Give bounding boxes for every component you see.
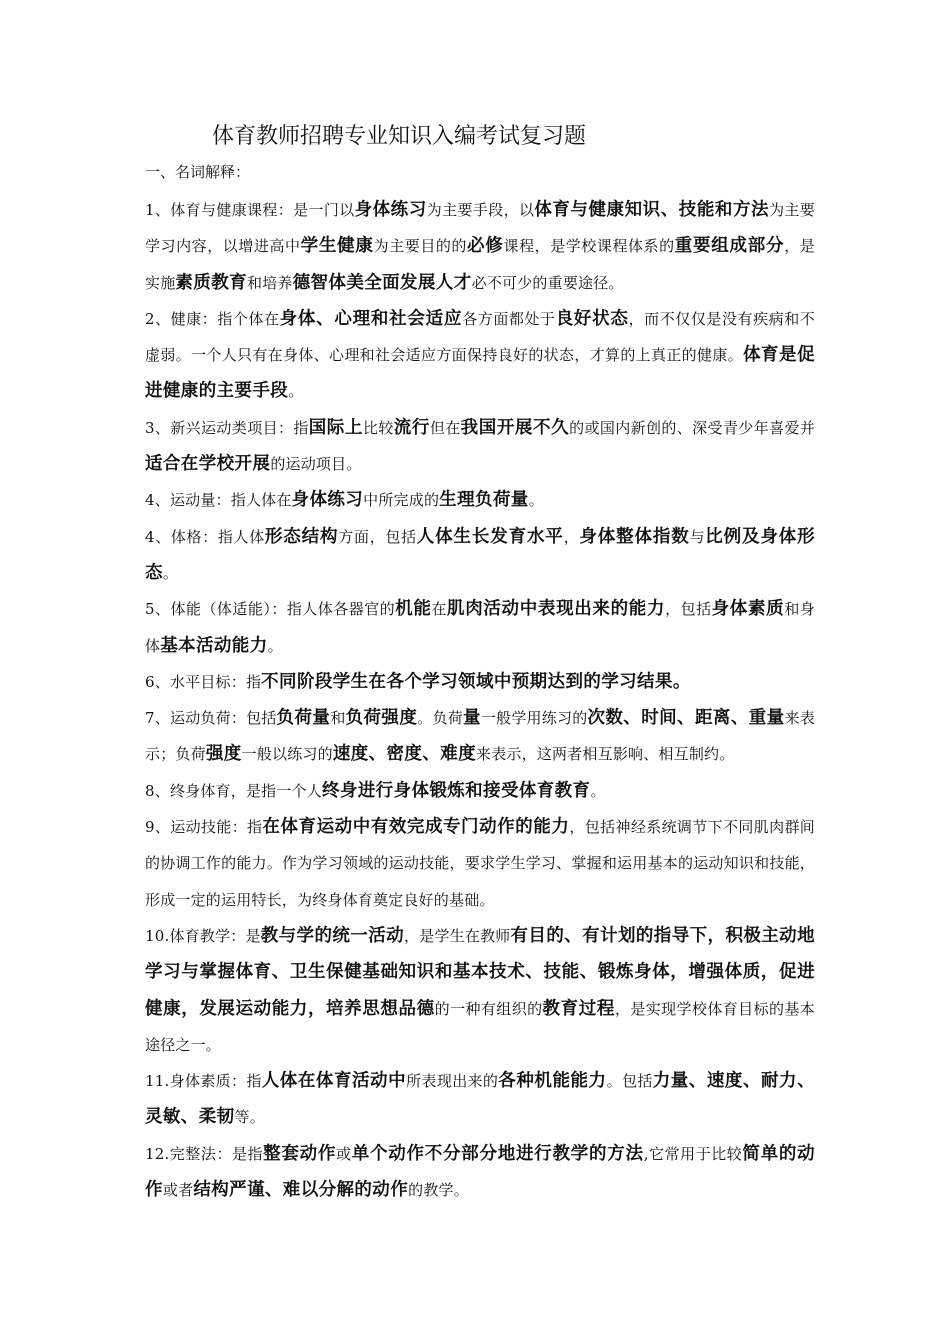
- definition-paragraph: [145, 664, 815, 700]
- paragraph-text: ，而不仅仅是没有疾病和不虚弱。一个人只有在身体、心理和社会适应方面保持良好的状态，才算的上真正的健康。: [145, 309, 815, 365]
- emphasized-text: 人体生长发育水平: [416, 526, 564, 547]
- paragraph-text: 方面，包括: [338, 527, 417, 546]
- emphasized-text: 我国开展不久: [460, 417, 570, 438]
- paragraph-text: 8、终身体育，是指一个人: [145, 781, 322, 800]
- paragraph-text: 或: [336, 1144, 352, 1163]
- definition-paragraph: [145, 700, 815, 773]
- paragraph-text: 的运动项目。: [270, 455, 362, 474]
- emphasized-text: 形态结构: [264, 526, 339, 547]
- emphasized-text: 在体育运动中有效完成专门动作的能力: [262, 817, 570, 838]
- emphasized-text: 不同阶段学生在各个学习领域中预期达到的学习结果。: [261, 671, 691, 692]
- paragraph-text: 和身体: [145, 600, 815, 655]
- paragraph-text: ，是学生在教师: [404, 926, 511, 945]
- emphasized-text: 整套动作: [263, 1143, 337, 1164]
- paragraph-text: 3、新兴运动类项目：指: [145, 418, 309, 437]
- paragraph-text: 的教学。: [408, 1181, 469, 1200]
- emphasized-text: 速度、密度、难度: [332, 744, 477, 765]
- paragraph-text: 课程，是学校课程体系的: [503, 237, 675, 256]
- paragraph-text: ，包括神经系统调节下不同肌肉群间的协调工作的能力。作为学习领域的运动技能，要求学生学习、掌握和运用基本的运动知识和技能，形成一定的运用特长，为终身体育奠定良好的基础。: [145, 818, 815, 909]
- paragraph-text: 的一种有组织的: [434, 999, 543, 1018]
- paragraph-text: ，是实施: [145, 237, 816, 292]
- paragraph-text: 7、运动负荷：包括: [145, 709, 277, 728]
- section-heading: 一、名词解释：: [145, 163, 251, 181]
- emphasized-text: 各种机能能力: [498, 1071, 607, 1092]
- emphasized-text: 比例及身体形态: [145, 526, 815, 583]
- emphasized-text: 身体素质: [711, 599, 785, 620]
- emphasized-text: 强度: [205, 744, 242, 765]
- definition-paragraph: [145, 809, 815, 918]
- paragraph-text: 为主要目的的: [373, 237, 467, 256]
- definition-paragraph: [145, 773, 815, 809]
- emphasized-text: 学生健康: [300, 236, 374, 257]
- paragraph-text: 等。: [234, 1108, 265, 1127]
- paragraph-text: 一般学用练习的: [480, 709, 588, 728]
- paragraph-text: 或者: [162, 1181, 194, 1200]
- paragraph-text: 12.完整法：是指: [145, 1144, 264, 1163]
- paragraph-text: 必不可少的重要途径。: [471, 273, 624, 292]
- paragraph-text: ，包括: [665, 600, 712, 619]
- definition-paragraph: [145, 519, 815, 592]
- emphasized-text: 适合在学校开展: [145, 454, 271, 475]
- emphasized-text: 终身进行身体锻炼和接受体育教育: [321, 780, 591, 801]
- emphasized-text: 国际上: [308, 417, 363, 438]
- paragraph-text: 。包括: [606, 1072, 653, 1091]
- paragraph-text: 中所完成的: [363, 491, 440, 510]
- emphasized-text: 机能: [395, 599, 432, 620]
- emphasized-text: 身体、心理和社会适应: [279, 308, 463, 329]
- emphasized-text: 教与学的统一活动: [260, 925, 405, 946]
- paragraph-text: 。: [288, 382, 304, 401]
- definition-paragraph: [145, 918, 815, 1063]
- paragraph-text: 4、体格：指人体: [145, 527, 265, 546]
- paragraph-text: 为主要学习内容，以增进高中: [145, 201, 815, 256]
- paragraph-text: 所表现出来的: [406, 1072, 499, 1091]
- page-title: 体育教师招聘专业知识入编考试复习题: [212, 124, 587, 149]
- emphasized-text: 负荷强度: [345, 708, 418, 729]
- emphasized-text: 有目的、有计划的指导下，积极主动地学习与掌握体育、卫生保健基础知识和基本技术、技能、锻炼身体，增强体质，促进健康，发展运动能力，培养思想品德: [145, 925, 815, 1019]
- definition-paragraph: [145, 591, 815, 664]
- emphasized-text: 生理负荷量: [439, 490, 529, 511]
- emphasized-text: 负荷量: [276, 708, 331, 729]
- definition-paragraph: [145, 1136, 815, 1209]
- paragraph-text: ，是实现学校体育目标的基本途径之一。: [145, 999, 815, 1054]
- paragraph-text: 。负荷: [417, 709, 463, 728]
- definition-paragraph: [145, 410, 815, 483]
- paragraph-text: 1、体育与健康课程：是一门以: [145, 201, 355, 219]
- paragraph-text: 来表示，这两者相互影响、相互制约。: [476, 745, 735, 764]
- definition-paragraph: [145, 301, 815, 410]
- paragraph-text: 但在: [429, 418, 461, 437]
- paragraph-text: 来表示；负荷: [145, 709, 816, 764]
- paragraph-text: 为主要手段，以: [426, 201, 535, 219]
- paragraph-text: 。: [528, 491, 544, 510]
- paragraph-text: 11.身体素质：指: [145, 1072, 262, 1091]
- emphasized-text: 单个动作不分部分地进行教学的方法: [351, 1143, 644, 1164]
- paragraph-text: 5、体能（体适能）：指人体各器官的: [145, 600, 396, 619]
- emphasized-text: 身体练习: [291, 490, 364, 511]
- paragraph-text: ，: [563, 527, 580, 546]
- paragraph-text: 6、水平目标：指: [145, 672, 262, 691]
- paragraph-text: ,它常用于比较: [643, 1144, 743, 1163]
- emphasized-text: 简单的动作: [145, 1143, 816, 1201]
- paragraph-text: 9、运动技能：指: [145, 818, 263, 837]
- emphasized-text: 结构严谨、难以分解的动作: [193, 1180, 409, 1201]
- paragraph-text: 各方面都处于: [462, 309, 556, 328]
- emphasized-text: 素质教育: [175, 272, 248, 293]
- emphasized-text: 体育与健康知识、技能和方法: [534, 200, 770, 220]
- emphasized-text: 量: [462, 708, 481, 729]
- emphasized-text: 肌肉活动中表现出来的能力: [447, 599, 666, 620]
- paragraph-text: 2、健康：指个体在: [145, 309, 280, 328]
- paragraph-text: 和: [330, 709, 346, 728]
- paragraph-text: 4、运动量：指人体在: [145, 491, 292, 510]
- definition-paragraph: [145, 482, 815, 518]
- paragraph-text: 在: [431, 600, 448, 619]
- emphasized-text: 力量、速度、耐力、灵敏、柔韧: [145, 1071, 816, 1128]
- emphasized-text: 次数、时间、距离、重量: [587, 708, 785, 729]
- emphasized-text: 教育过程: [542, 998, 615, 1019]
- definition-paragraph: [145, 192, 815, 301]
- paragraph-text: 与: [689, 527, 706, 546]
- paragraph-text: 一般以练习的: [241, 745, 333, 764]
- emphasized-text: 身体整体指数: [579, 526, 690, 547]
- emphasized-text: 重要组成部分: [674, 236, 785, 257]
- document-body: [145, 192, 815, 1208]
- emphasized-text: 基本活动能力: [160, 635, 268, 656]
- emphasized-text: 流行: [393, 417, 430, 438]
- paragraph-text: 。: [590, 781, 606, 800]
- emphasized-text: 身体练习: [354, 200, 427, 220]
- definition-paragraph: [145, 1063, 815, 1136]
- paragraph-text: 。: [267, 636, 283, 655]
- paragraph-text: 。: [162, 563, 179, 582]
- emphasized-text: 良好状态: [555, 308, 629, 329]
- paragraph-text: 10.体育教学：是: [145, 926, 261, 945]
- emphasized-text: 人体在体育活动中: [261, 1071, 407, 1092]
- paragraph-text: 比较: [362, 418, 394, 437]
- emphasized-text: 必修: [467, 236, 504, 257]
- emphasized-text: 体育是促进健康的主要手段: [145, 345, 815, 402]
- paragraph-text: 和培养: [247, 273, 293, 292]
- emphasized-text: 德智体美全面发展人才: [292, 272, 472, 293]
- paragraph-text: 的或国内新创的、深受青少年喜爱并: [569, 418, 816, 437]
